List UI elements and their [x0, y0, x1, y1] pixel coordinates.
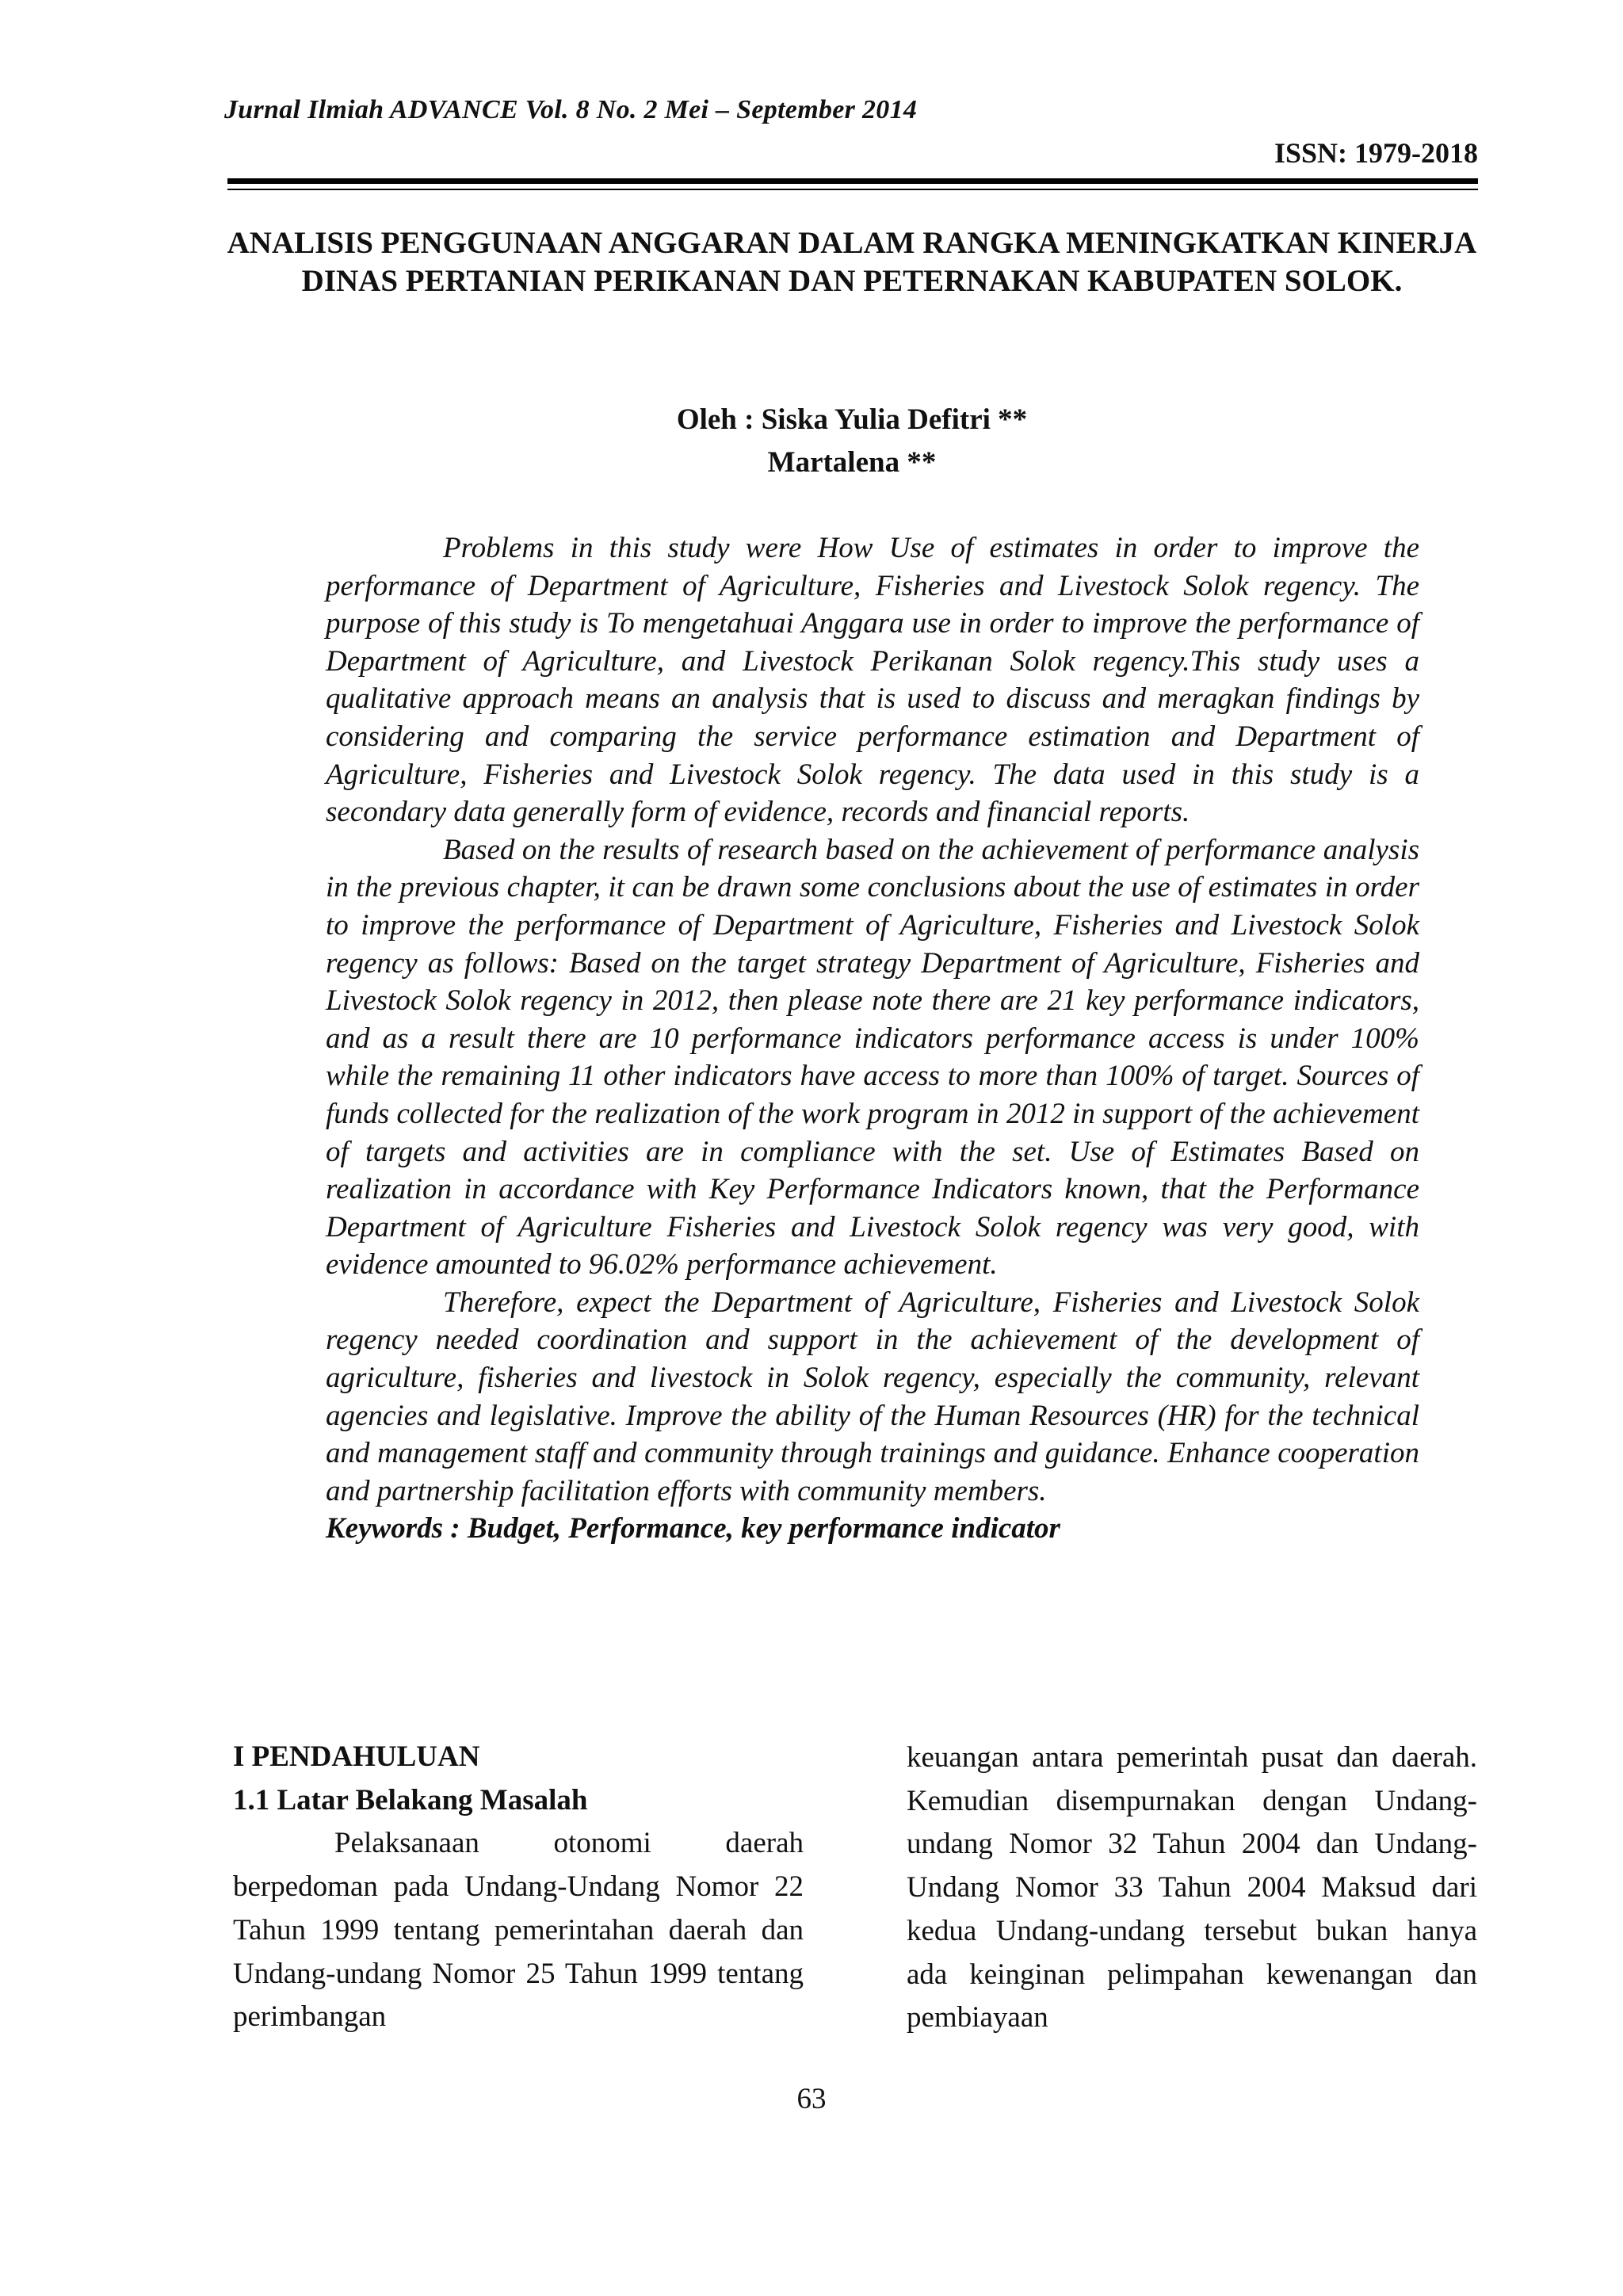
abstract-paragraph-3: Therefore, expect the Department of Agriculture, Fisheries and Livestock Solok regency needed coordination and support in the achievement of the development of agriculture, fisheries and livestock in Solok regency, especially the community, relevant agencies and legislative. Improve the ability of the Human Resources (HR) for the technical and management staff and community through trainings and guidance. Enhance cooperation and partnership facilitation efforts with community members. [326, 1286, 1419, 1507]
abstract-paragraph-1: Problems in this study were How Use of estimates in order to improve the performance of Department of Agriculture, Fisheries and Livestock Solok regency. The purpose of this study is To mengetahuai Anggara use in order to improve the performance of Department of Agriculture, and Livestock Perikanan Solok regency.This study uses a qualitative approach means an analysis that is used to discuss and meragkan findings by considering and comparing the service performance estimation and Department of Agriculture, Fisheries and Livestock Solok regency. The data used in this study is a secondary data generally form of evidence, records and financial reports. [326, 532, 1419, 829]
page-number: 63 [796, 2083, 827, 2115]
body-paragraph-left: Pelaksanaan otonomi daerah berpedoman pada Undang-Undang Nomor 22 Tahun 1999 tentang pemerintahan daerah dan Undang-undang Nomor 25 Tahun 1999 tentang perimbangan [233, 1827, 804, 2034]
abstract [326, 529, 1419, 1548]
author-line-2: Martalena ** [767, 446, 937, 479]
paper-title: ANALISIS PENGGUNAAN ANGGARAN DALAM RANGKA MENINGKATKAN KINERJA DINAS PERTANIAN PERIKANAN DAN PETERNAKAN KABUPATEN SOLOK. [227, 226, 1477, 298]
author-line-1: Oleh : Siska Yulia Defitri ** [676, 403, 1028, 436]
body-column-right [907, 1736, 1477, 2040]
subsection-heading: 1.1 Latar Belakang Masalah [233, 1783, 588, 1817]
keywords: Keywords : Budget, Performance, key performance indicator [326, 1512, 1060, 1545]
journal-name: Jurnal Ilmiah ADVANCE Vol. 8 No. 2 Mei – September 2014 [224, 95, 918, 124]
header-rule-thin [227, 189, 1478, 190]
abstract-paragraph-2: Based on the results of research based on the achievement of performance analysis in the previous chapter, it can be drawn some conclusions about the use of estimates in order to improve the performance of Department of Agriculture, Fisheries and Livestock Solok regency as follows: Based on the target strategy Department of Agriculture, Fisheries and Livestock Solok regency in 2012, then please note there are 21 key performance indicators, and as a result there are 10 performance indicators performance access is under 100% while the remaining 11 other indicators have access to more than 100% of target. Sources of funds collected for the realization of the work program in 2012 in support of the achievement of targets and activities are in compliance with the set. Use of Estimates Based on realization in accordance with Key Performance Indicators known, that the Performance Department of Agriculture Fisheries and Livestock Solok regency was very good, with evidence amounted to 96.02% performance achievement. [326, 833, 1419, 1282]
issn: ISSN: 1979-2018 [1274, 137, 1478, 169]
section-heading: I PENDAHULUAN [233, 1740, 480, 1773]
header-rule-thick [227, 178, 1478, 184]
body-column-left [233, 1736, 804, 2039]
body-paragraph-right: keuangan antara pemerintah pusat dan daerah. Kemudian disempurnakan dengan Undang-undang Nomor 32 Tahun 2004 dan Undang-Undang Nomor 33 Tahun 2004 Maksud dari kedua Undang-undang tersebut bukan hanya ada keinginan pelimpahan kewenangan dan pembiayaan [907, 1741, 1477, 2034]
